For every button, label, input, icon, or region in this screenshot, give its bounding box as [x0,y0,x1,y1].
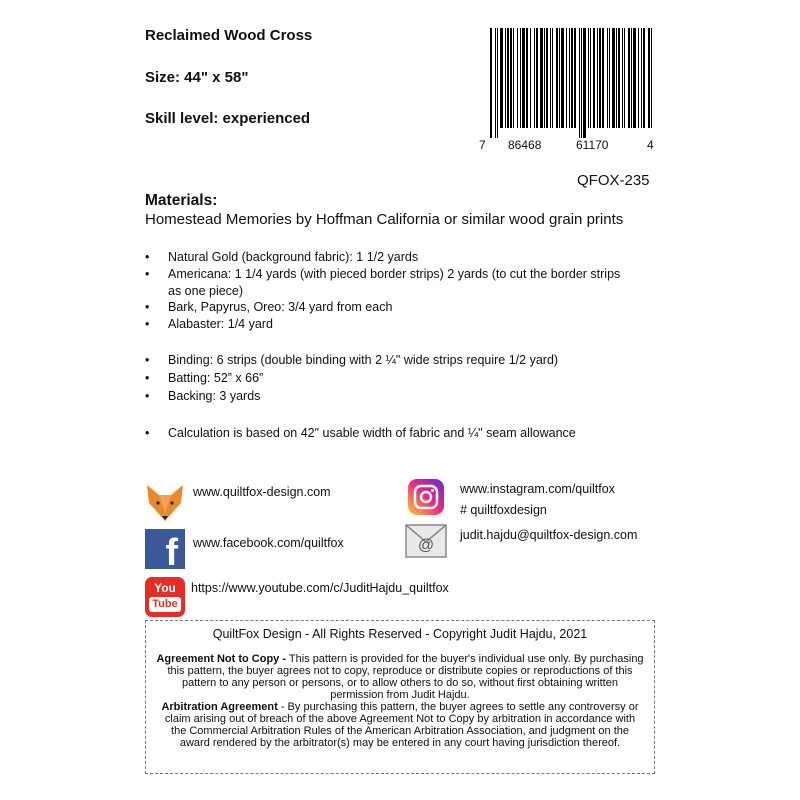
barcode [488,28,654,138]
barcode-bar [526,28,528,128]
barcode-bar [513,28,514,128]
bullet: • [145,389,150,403]
barcode-bar [507,28,509,128]
barcode-bar [571,28,573,128]
copyright-notice: QuiltFox Design - All Rights Reserved - Copyright Judit Hajdu, 2021 [212,627,588,641]
pattern-title: Reclaimed Wood Cross [145,27,313,44]
barcode-bar [651,28,652,128]
barcode-bar [497,28,498,138]
barcode-bar [602,28,604,128]
barcode-bar [618,28,620,128]
barcode-bar [590,28,591,128]
barcode-bar [552,28,553,128]
barcode-bar [579,28,580,138]
barcode-bar [638,28,639,128]
barcode-bar [536,28,538,128]
barcode-bar [550,28,551,128]
barcode-bar [628,28,630,128]
barcode-bar [643,28,645,128]
barcode-bar [612,28,615,128]
hashtag: # quiltfoxdesign [460,503,547,517]
barcode-bar [510,28,512,128]
barcode-bar [599,28,601,128]
barcode-bar [520,28,521,128]
barcode-bar [609,28,610,128]
barcode-bar [544,28,545,128]
bullet: • [145,300,150,314]
barcode-bar [522,28,525,128]
legal-box [145,620,655,774]
list-item: • Batting: 52” x 66” [145,371,264,385]
barcode-bar [597,28,598,128]
bullet: • [145,371,150,385]
list-item: • Bark, Papyrus, Oreo: 3/4 yard from each [145,300,393,314]
barcode-bar [593,28,595,128]
arbitration-agreement: Arbitration Agreement - By purchasing this pattern, the buyer agrees to settle any controversy or claim arising out of breach of the above Agreement Not to Copy by arbitration in accordance with the Commercial Arbitration Rules of the American Arbitration Association, and judgment on the award rendered by the arbitrator(s) may be entered in any court having jurisdiction thereof. [161,701,639,749]
barcode-bar [624,28,625,128]
barcode-bar [622,28,623,128]
barcode-bar [540,28,543,128]
barcode-bar [556,28,558,128]
barcode-group-1: 86468 [508,138,542,152]
materials-description: Homestead Memories by Hoffman California or similar wood grain prints [145,211,624,228]
instagram-link[interactable]: www.instagram.com/quiltfox [460,482,615,496]
barcode-bar [490,28,492,138]
svg-text:@: @ [417,537,435,554]
barcode-bar [495,28,496,138]
barcode-bar [505,28,506,128]
list-item: • Alabaster: 1/4 yard [145,317,273,331]
instagram-icon[interactable] [407,478,445,516]
bullet: • [145,250,150,264]
fox-logo-icon [145,483,185,523]
barcode-bar [517,28,518,128]
barcode-bar [633,28,636,128]
website-link[interactable]: www.quiltfox-design.com [193,485,331,499]
materials-heading: Materials: [145,192,218,209]
barcode-bar [641,28,642,128]
bullet: • [145,426,150,440]
list-item: • Backing: 3 yards [145,389,261,403]
email-link[interactable]: judit.hajdu@quiltfox-design.com [460,528,638,542]
barcode-bar [616,28,617,128]
bullet: • [145,267,150,281]
list-item: • Binding: 6 strips (double binding with 2 ¼" wide strips require 1/2 yard) [145,353,559,367]
youtube-link[interactable]: https://www.youtube.com/c/JuditHajdu_quiltfox [191,581,449,595]
youtube-icon[interactable]: You Tube [145,577,185,617]
barcode-bar [534,28,535,128]
barcode-bar [607,28,608,128]
barcode-group-2: 61170 [576,138,609,152]
list-item: • Americana: 1 1/4 yards (with pieced border strips) 2 yards (to cut the border strips as one piece) [145,267,621,298]
barcode-bar [530,28,531,128]
barcode-bar [500,28,503,128]
skill-level: Skill level: experienced [145,110,311,127]
barcode-bar [559,28,560,128]
barcode-bar [574,28,576,128]
barcode-bar [581,28,582,138]
barcode-bar [583,28,586,138]
agreement-not-to-copy: Agreement Not to Copy - This pattern is provided for the buyer's individual use only. By purchasing this pattern, the buyer agrees not to copy, reproduce or distribute copies or reproductions of this pattern to any person or persons, or to allow others to do so, without first obtaining written permission from Judit Hajdu. [156,653,644,701]
bullet: • [145,317,150,331]
barcode-bar [566,28,567,128]
barcode-bar [648,28,650,128]
email-icon[interactable] [405,524,447,558]
list-item: • Calculation is based on 42" usable width of fabric and ¼" seam allowance [145,426,576,440]
barcode-bar [588,28,589,128]
product-code: QFOX-235 [577,172,650,189]
bullet: • [145,353,150,367]
pattern-size: Size: 44" x 58" [145,69,249,86]
barcode-digit-left: 7 [479,138,486,152]
facebook-link[interactable]: www.facebook.com/quiltfox [193,536,344,550]
barcode-bar [569,28,570,128]
barcode-digit-right: 4 [647,138,654,152]
barcode-bar [561,28,564,128]
barcode-bar [546,28,548,128]
list-item: • Natural Gold (background fabric): 1 1/2 yards [145,250,419,264]
facebook-icon[interactable]: f [145,529,185,569]
barcode-bar [631,28,632,128]
